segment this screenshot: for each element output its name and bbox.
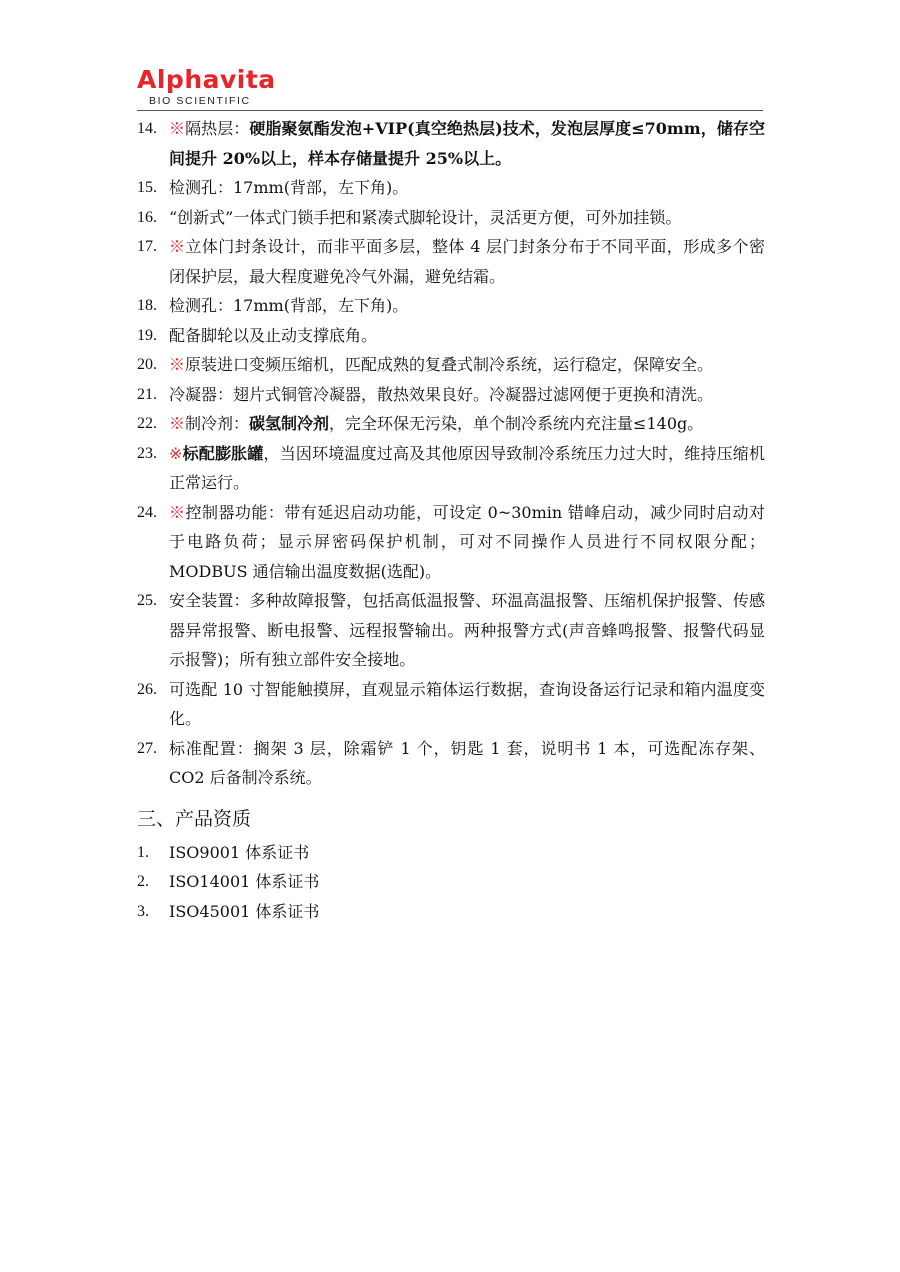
important-mark: ※ bbox=[169, 443, 183, 463]
certificate-name: ISO14001 体系证书 bbox=[169, 872, 320, 891]
list-item-text bbox=[169, 350, 765, 380]
list-item-number: 14. bbox=[137, 120, 157, 137]
list-item-number: 25. bbox=[137, 592, 157, 609]
list-item-number: 18. bbox=[137, 297, 157, 314]
list-item bbox=[137, 409, 765, 439]
list-item-text bbox=[169, 380, 765, 410]
list-item-number: 22. bbox=[137, 415, 157, 432]
logo-subtitle: BIO SCIENTIFIC bbox=[149, 95, 251, 107]
item-text-tail: ，完全环保无污染，单个制冷系统内充注量≤140g。 bbox=[329, 414, 704, 433]
list-item bbox=[137, 498, 765, 587]
item-text: “创新式”一体式门锁手把和紧凑式脚轮设计，灵活更方便，可外加挂锁。 bbox=[169, 207, 682, 227]
list-item bbox=[137, 734, 765, 793]
important-mark: ※ bbox=[169, 502, 186, 522]
item-text: 检测孔：17mm(背部，左下角)。 bbox=[169, 178, 409, 197]
list-item bbox=[137, 439, 765, 498]
list-item-number: 16. bbox=[137, 208, 157, 226]
item-text: 控制器功能：带有延迟启动功能，可设定 0~30min 错峰启动，减少同时启动对于电路负荷；显示屏密码保护机制，可对不同操作人员进行不同权限分配；MODBUS 通信输出温度数据(选配)。 bbox=[169, 502, 765, 581]
list-item bbox=[137, 232, 765, 291]
list-item-text bbox=[169, 734, 765, 793]
list-item bbox=[137, 350, 765, 380]
important-mark: ※ bbox=[169, 414, 186, 433]
important-mark: ※ bbox=[169, 119, 186, 138]
list-item bbox=[137, 203, 765, 233]
item-bold-text: 硬脂聚氨酯发泡+VIP(真空绝热层)技术，发泡层厚度≤70mm，储存空间提升 20%以上，样本存储量提升 25%以上。 bbox=[169, 119, 765, 168]
list-item bbox=[137, 321, 765, 351]
list-item bbox=[137, 380, 765, 410]
certificate-item bbox=[137, 867, 765, 897]
item-text: 检测孔：17mm(背部，左下角)。 bbox=[169, 296, 409, 315]
important-mark: ※ bbox=[169, 237, 186, 256]
certificate-item bbox=[137, 838, 765, 868]
list-item-text bbox=[169, 586, 765, 675]
list-item bbox=[137, 586, 765, 675]
list-item-number: 27. bbox=[137, 739, 157, 757]
list-item-number: 24. bbox=[137, 503, 157, 521]
certificate-number: 3. bbox=[137, 902, 149, 920]
item-text-tail: ，当因环境温度过高及其他原因导致制冷系统压力过大时，维持压缩机正常运行。 bbox=[169, 443, 765, 492]
feature-list bbox=[137, 114, 765, 793]
list-item-text bbox=[169, 439, 765, 498]
logo-wordmark: Alphavita bbox=[137, 65, 276, 94]
list-item-text bbox=[169, 675, 765, 734]
certificate-name: ISO9001 体系证书 bbox=[169, 842, 310, 862]
list-item-number: 23. bbox=[137, 444, 157, 462]
item-text: 冷凝器：翅片式铜管冷凝器，散热效果良好。冷凝器过滤网便于更换和清洗。 bbox=[169, 384, 714, 404]
item-bold-text: 标配膨胀罐 bbox=[182, 443, 264, 463]
certificate-number: 1. bbox=[137, 843, 149, 861]
item-text: 隔热层： bbox=[185, 119, 250, 138]
item-text: 原装进口变频压缩机，匹配成熟的复叠式制冷系统，运行稳定，保障安全。 bbox=[185, 355, 714, 374]
list-item-number: 19. bbox=[137, 326, 157, 344]
list-item bbox=[137, 291, 765, 321]
item-text: 立体门封条设计，而非平面多层，整体 4 层门封条分布于不同平面，形成多个密闭保护层，最大程度避免冷气外漏，避免结霜。 bbox=[169, 237, 765, 286]
list-item-number: 26. bbox=[137, 680, 157, 698]
list-item-number: 21. bbox=[137, 385, 157, 403]
list-item-text bbox=[169, 232, 765, 291]
page-header bbox=[137, 66, 763, 107]
list-item-text bbox=[169, 291, 765, 321]
item-text: 可选配 10 寸智能触摸屏，直观显示箱体运行数据，查询设备运行记录和箱内温度变化。 bbox=[169, 679, 765, 728]
list-item-text bbox=[169, 321, 765, 351]
item-text: 标准配置：搁架 3 层，除霜铲 1 个，钥匙 1 套，说明书 1 本，可选配冻存架、CO2 后备制冷系统。 bbox=[169, 738, 765, 787]
list-item-number: 20. bbox=[137, 356, 157, 373]
list-item bbox=[137, 675, 765, 734]
list-item-text bbox=[169, 203, 765, 233]
document-body bbox=[137, 114, 765, 926]
item-text: 安全装置：多种故障报警，包括高低温报警、环温高温报警、压缩机保护报警、传感器异常报警、断电报警、远程报警输出。两种报警方式(声音蜂鸣报警、报警代码显示报警)；所有独立部件安全接地。 bbox=[169, 591, 765, 669]
header-divider bbox=[137, 110, 763, 111]
list-item-number: 15. bbox=[137, 179, 157, 196]
list-item-text bbox=[169, 173, 765, 203]
company-logo bbox=[137, 66, 763, 94]
list-item bbox=[137, 173, 765, 203]
list-item bbox=[137, 114, 765, 173]
item-text: 制冷剂： bbox=[185, 414, 250, 433]
certificate-item bbox=[137, 897, 765, 927]
list-item-number: 17. bbox=[137, 238, 157, 255]
item-bold-text: 碳氢制冷剂 bbox=[249, 414, 330, 433]
certificate-list bbox=[137, 838, 765, 927]
list-item-text bbox=[169, 498, 765, 587]
list-item-text bbox=[169, 114, 765, 173]
section-title: 三、产品资质 bbox=[137, 807, 252, 830]
certificate-number: 2. bbox=[137, 873, 149, 890]
certificate-name: ISO45001 体系证书 bbox=[169, 901, 320, 921]
item-text: 配备脚轮以及止动支撑底角。 bbox=[169, 325, 378, 345]
list-item-text bbox=[169, 409, 765, 439]
important-mark: ※ bbox=[169, 355, 186, 374]
